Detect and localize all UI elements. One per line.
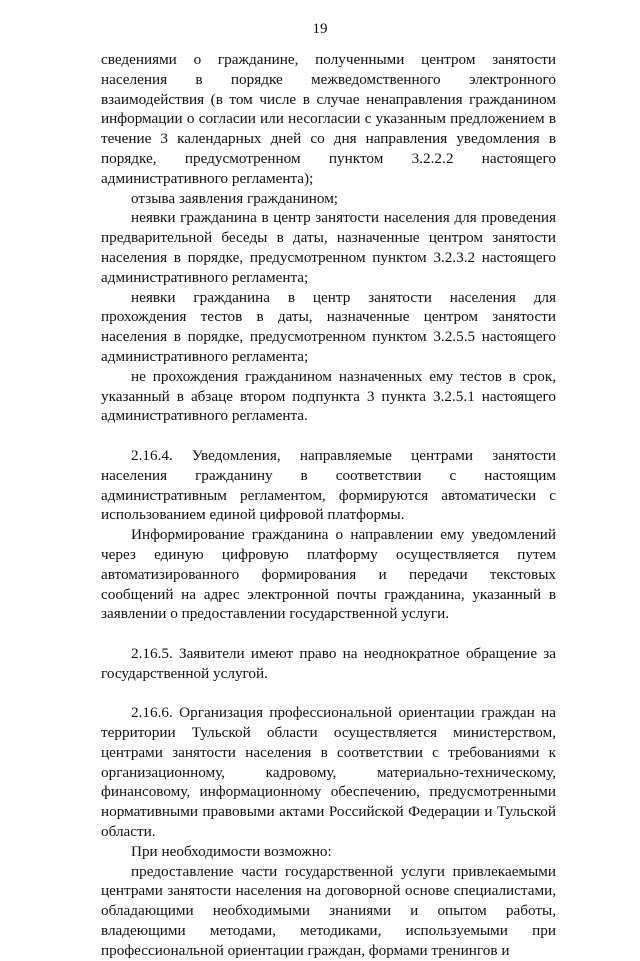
paragraph-continuation: сведениями о гражданине, полученными центром занятости населения в порядке межведомственного электронного взаимодействия (в том числе в случае ненаправления гражданином информации о согласии или несогласии с указанным предложением в течение 3 календарных дней со дня направления уведомления в порядке, предусмотренном пунктом 3.2.2.2 настоящего административного регламента);: [101, 51, 556, 187]
page-number: 19: [312, 21, 328, 37]
paragraph-2-16-5: 2.16.5. Заявители имеют право на неоднократное обращение за государственной услугой.: [101, 644, 556, 682]
paragraph-if-necessary: При необходимости возможно:: [131, 842, 332, 860]
paragraph-no-show-interview: неявки гражданина в центр занятости населения для проведения предварительной беседы в даты, назначенные центром занятости населения в порядке, предусмотренном пунктом 3.2.3.2 настоящего административного регламента;: [101, 209, 556, 286]
paragraph-tests-not-passed: не прохождения гражданином назначенных ему тестов в срок, указанный в абзаце втором подпункта 3 пункта 3.2.5.1 настоящего административного регламента.: [101, 367, 556, 425]
paragraph-2-16-6: 2.16.6. Организация профессиональной ориентации граждан на территории Тульской области осуществляется министерством, центрами занятости населения в соответствии с требованиями к организационному, кадровому, материально-техническому, финансовому, информационному обеспечению, предусмотренными нормативными правовыми актами Российской Федерации и Тульской области.: [101, 704, 556, 841]
paragraph-informing: Информирование гражданина о направлении ему уведомлений через единую цифровую платформу осуществляется путем автоматизированного формирования и передачи текстовых сообщений на адрес электронной почты гражданина, указанный в заявлении о предоставлении государственной услуги.: [101, 526, 556, 623]
paragraph-no-show-tests: неявки гражданина в центр занятости населения для прохождения тестов в даты, назначенные центром занятости населения в порядке, предусмотренном пунктом 3.2.5.5 настоящего административного регламента;: [101, 288, 556, 365]
paragraph-2-16-4: 2.16.4. Уведомления, направляемые центрами занятости населения гражданину в соответствии с настоящим административным регламентом, формируются автоматически с использованием единой цифровой платформы.: [101, 446, 556, 524]
paragraph-provision-part: предоставление части государственной услуги привлекаемыми центрами занятости населения на договорной основе специалистами, обладающими необходимыми знаниями и опытом работы, владеющими методами, методиками, используемыми при профессиональной ориентации граждан, формами тренингов и: [101, 862, 556, 959]
paragraph-withdrawal: отзыва заявления гражданином;: [131, 189, 339, 207]
document-body: [101, 50, 556, 961]
